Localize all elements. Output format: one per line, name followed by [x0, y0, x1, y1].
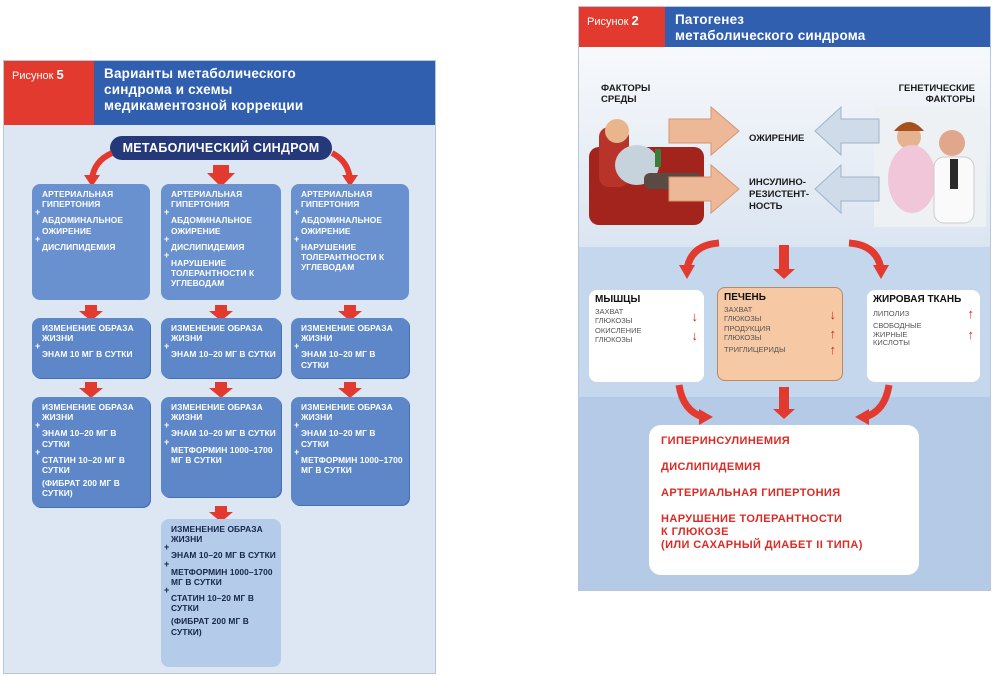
- plus-icon: +: [35, 207, 41, 218]
- therapy-item: (ФИБРАТ 200 МГ В СУТКИ): [42, 478, 120, 499]
- down-arrow-icon: ↓: [829, 306, 836, 322]
- plus-icon: +: [164, 207, 170, 218]
- plus-icon: +: [35, 446, 41, 457]
- therapy-item: ЭНАМ 10–20 МГ В СУТКИ: [171, 550, 276, 561]
- plus-icon: +: [294, 233, 300, 244]
- effect-row: [724, 306, 836, 323]
- arrow-left-icon: [815, 107, 879, 155]
- box-title: МЫШЦЫ: [595, 294, 641, 305]
- arrow-right-icon: [669, 107, 739, 155]
- plus-icon: +: [164, 558, 170, 569]
- outcome-item: НАРУШЕНИЕ ТОЛЕРАНТНОСТИ: [661, 513, 843, 525]
- therapy-item: ЭНАМ 10–20 МГ В СУТКИ: [42, 428, 117, 449]
- title-line: медикаментозной коррекции: [104, 98, 304, 113]
- therapy-item: ЭНАМ 10–20 МГ В СУТКИ: [171, 349, 276, 360]
- down-arrow-icon: [773, 245, 795, 279]
- arrow-right-icon: [669, 165, 739, 213]
- outcome-item: ДИСЛИПИДЕМИЯ: [661, 461, 761, 473]
- row-text: ГЛЮКОЗЫ: [724, 313, 762, 323]
- condition-item: ДИСЛИПИДЕМИЯ: [171, 241, 245, 252]
- down-arrow-icon: [773, 387, 795, 419]
- therapy-item: ИЗМЕНЕНИЕ ОБРАЗА ЖИЗНИ: [171, 323, 263, 344]
- row-text: ЖИРНЫЕ: [873, 329, 908, 339]
- arrow-left-icon: [815, 165, 879, 213]
- plus-icon: +: [164, 420, 170, 431]
- row-text: ТРИГЛИЦЕРИДЫ: [724, 344, 786, 354]
- therapy-item: ЭНАМ 10–20 МГ В СУТКИ: [301, 349, 376, 370]
- row-text: СВОБОДНЫЕ: [873, 321, 922, 330]
- label-line: ФАКТОРЫ: [925, 94, 975, 105]
- condition-item: НАРУШЕНИЕ ТОЛЕРАНТНОСТИ К УГЛЕВОДАМ: [301, 241, 385, 273]
- label-line: СРЕДЫ: [601, 94, 637, 105]
- therapy-item: ЭНАМ 10 МГ В СУТКИ: [42, 349, 133, 360]
- liver-box: [717, 287, 843, 381]
- row-text: ЗАХВАТ: [724, 305, 753, 314]
- therapy-item: ИЗМЕНЕНИЕ ОБРАЗА ЖИЗНИ: [171, 524, 263, 545]
- therapy-item: ИЗМЕНЕНИЕ ОБРАЗА ЖИЗНИ: [42, 402, 134, 423]
- therapy-item: ИЗМЕНЕНИЕ ОБРАЗА ЖИЗНИ: [171, 402, 263, 423]
- plus-icon: +: [164, 585, 170, 596]
- plus-icon: +: [164, 250, 170, 261]
- up-arrow-icon: ↑: [967, 306, 974, 321]
- therapy-item: (ФИБРАТ 200 МГ В СУТКИ): [171, 616, 249, 637]
- outcomes-box: [649, 425, 919, 575]
- column-1-conditions: [32, 184, 150, 300]
- therapy-item: МЕТФОРМИН 1000–1700 МГ В СУТКИ: [171, 444, 273, 465]
- column-3-step-2: [291, 397, 409, 505]
- outcome-item: ГИПЕРИНСУЛИНЕМИЯ: [661, 435, 791, 447]
- therapy-item: СТАТИН 10–20 МГ В СУТКИ: [42, 454, 125, 476]
- box-title: ЖИРОВАЯ ТКАНЬ: [873, 294, 962, 305]
- label-line: ФАКТОРЫ: [601, 83, 651, 94]
- arrow-head-icon: [855, 409, 869, 425]
- plus-icon: +: [294, 207, 300, 218]
- condition-item: АРТЕРИАЛЬНАЯ ГИПЕРТОНИЯ: [301, 189, 373, 210]
- therapy-item: МЕТФОРМИН 1000–1700 МГ В СУТКИ: [171, 566, 273, 587]
- arrow-head-icon: [679, 265, 695, 279]
- plus-icon: +: [294, 420, 300, 431]
- muscles-box: [589, 290, 704, 382]
- label-line: НОСТЬ: [749, 201, 783, 212]
- therapy-item: ИЗМЕНЕНИЕ ОБРАЗА ЖИЗНИ: [42, 323, 134, 344]
- effect-row: [873, 322, 974, 348]
- figure-5: [3, 60, 436, 674]
- therapy-item: ИЗМЕНЕНИЕ ОБРАЗА ЖИЗНИ: [301, 323, 393, 344]
- arrow-head-icon: [699, 409, 713, 425]
- title-line: синдрома и схемы: [104, 82, 233, 97]
- plus-icon: +: [294, 341, 300, 352]
- condition-item: АРТЕРИАЛЬНАЯ ГИПЕРТОНИЯ: [171, 189, 243, 210]
- figure-number: 2: [631, 13, 639, 28]
- down-arrow-icon: ↓: [691, 327, 698, 343]
- title-line: метаболического синдрома: [675, 28, 866, 43]
- outcome-item: (ИЛИ САХАРНЫЙ ДИАБЕТ II ТИПА): [661, 539, 863, 551]
- therapy-item: ЭНАМ 10–20 МГ В СУТКИ: [301, 428, 376, 449]
- figure-number: 5: [56, 67, 64, 82]
- column-1-step-2: [32, 397, 150, 507]
- title-line: Патогенез: [675, 12, 745, 27]
- row-text: КИСЛОТЫ: [873, 338, 910, 347]
- row-text: ЛИПОЛИЗ: [873, 308, 910, 318]
- row-text: ГЛЮКОЗЫ: [724, 332, 762, 342]
- condition-item: АБДОМИНАЛЬНОЕ ОЖИРЕНИЕ: [42, 215, 124, 236]
- figure-tag-label: Рисунок: [12, 70, 54, 82]
- effect-row: [724, 325, 836, 342]
- column-3-step-1: [291, 318, 409, 378]
- condition-item: АБДОМИНАЛЬНОЕ ОЖИРЕНИЕ: [171, 215, 253, 236]
- plus-icon: +: [164, 542, 170, 553]
- up-arrow-icon: ↑: [829, 342, 836, 357]
- effect-row: [873, 308, 974, 320]
- box-title: ПЕЧЕНЬ: [724, 292, 766, 303]
- label-line: ГЕНЕТИЧЕСКИЕ: [898, 83, 975, 94]
- metabolic-syndrome-root: МЕТАБОЛИЧЕСКИЙ СИНДРОМ: [110, 136, 332, 160]
- therapy-item: МЕТФОРМИН 1000–1700 МГ В СУТКИ: [301, 454, 403, 476]
- down-arrow-icon: [338, 382, 362, 398]
- down-arrow-icon: [79, 382, 103, 398]
- outcome-item: АРТЕРИАЛЬНАЯ ГИПЕРТОНИЯ: [661, 487, 841, 499]
- plus-icon: +: [294, 446, 300, 457]
- condition-item: АРТЕРИАЛЬНАЯ ГИПЕРТОНИЯ: [42, 189, 114, 210]
- effect-row: [595, 327, 698, 344]
- label-line: РЕЗИСТЕНТ-: [749, 189, 810, 200]
- plus-icon: +: [35, 420, 41, 431]
- title-line: Варианты метаболического: [104, 66, 296, 81]
- insulin-resistance-label: [749, 177, 809, 213]
- down-arrow-icon: ↓: [691, 308, 698, 324]
- column-1-step-1: [32, 318, 150, 378]
- down-arrow-icon: [209, 382, 233, 398]
- effect-row: [595, 308, 698, 325]
- effect-row: [724, 344, 836, 356]
- plus-icon: +: [164, 341, 170, 352]
- therapy-item: ЭНАМ 10–20 МГ В СУТКИ: [171, 428, 276, 439]
- condition-item: ДИСЛИПИДЕМИЯ: [42, 241, 116, 252]
- plus-icon: +: [164, 233, 170, 244]
- figure-tag-label: Рисунок: [587, 16, 629, 28]
- fat-tissue-box: [867, 290, 980, 382]
- plus-icon: +: [164, 436, 170, 447]
- row-text: ГЛЮКОЗЫ: [595, 334, 633, 344]
- label-line: ИНСУЛИНО-: [749, 177, 806, 188]
- up-arrow-icon: ↑: [967, 326, 974, 342]
- column-3-conditions: [291, 184, 409, 300]
- plus-icon: +: [35, 341, 41, 352]
- therapy-item: СТАТИН 10–20 МГ В СУТКИ: [171, 593, 254, 614]
- row-text: ПРОДУКЦИЯ: [724, 324, 771, 333]
- row-text: ЗАХВАТ: [595, 307, 624, 316]
- row-text: ГЛЮКОЗЫ: [595, 315, 633, 325]
- outcome-item: К ГЛЮКОЗЕ: [661, 526, 729, 538]
- up-arrow-icon: ↑: [829, 325, 836, 341]
- column-2-step-3: [161, 519, 281, 667]
- condition-item: НАРУШЕНИЕ ТОЛЕРАНТНОСТИ К УГЛЕВОДАМ: [171, 258, 255, 289]
- condition-item: АБДОМИНАЛЬНОЕ ОЖИРЕНИЕ: [301, 215, 383, 236]
- plus-icon: +: [35, 233, 41, 244]
- obesity-label: ОЖИРЕНИЕ: [749, 133, 805, 144]
- column-2-step-1: [161, 318, 281, 378]
- arrow-head-icon: [873, 265, 889, 279]
- column-2-conditions: [161, 184, 281, 300]
- row-text: ОКИСЛЕНИЕ: [595, 326, 642, 335]
- figure-2: [578, 6, 991, 591]
- therapy-item: ИЗМЕНЕНИЕ ОБРАЗА ЖИЗНИ: [301, 402, 393, 423]
- column-2-step-2: [161, 397, 281, 497]
